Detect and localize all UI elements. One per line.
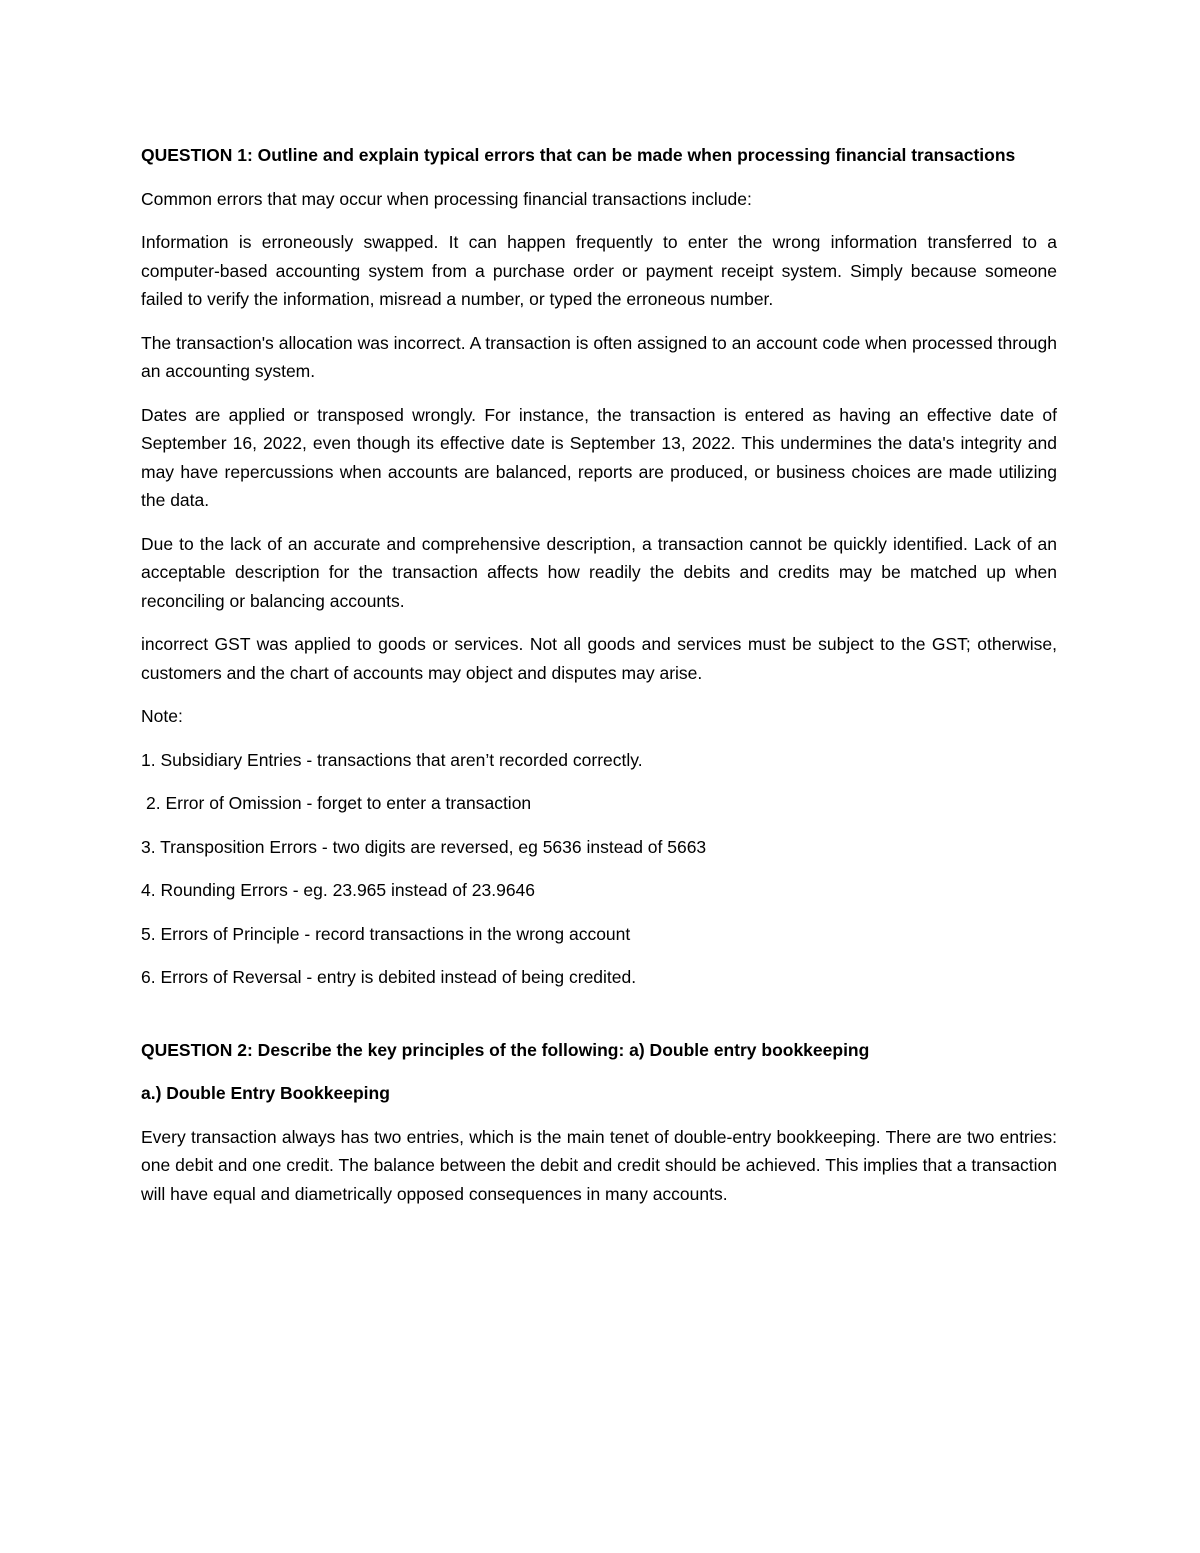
- note-item: 6. Errors of Reversal - entry is debited instead of being credited.: [141, 967, 637, 987]
- paragraph-double-entry: Every transaction always has two entries, which is the main tenet of double-entry bookkeeping. There are two entries: one debit and one credit. The balance between the debit and credit should be achieved. This implies that a transaction will have equal and diametrically opposed consequences in many accounts.: [141, 1126, 1057, 1204]
- paragraph-dates-wrong: Dates are applied or transposed wrongly. For instance, the transaction is entered as having an effective date of September 16, 2022, even though its effective date is September 13, 2022. This undermines the data's integrity and may have repercussions when accounts are balanced, reports are produced, or business choices are made utilizing the data.: [141, 404, 1057, 510]
- section-spacer: [141, 1007, 1057, 1036]
- note-item: 1. Subsidiary Entries - transactions that aren’t recorded correctly.: [141, 749, 643, 770]
- note-item: 3. Transposition Errors - two digits are reversed, eg 5636 instead of 5663: [141, 836, 707, 857]
- question-1-heading: QUESTION 1: Outline and explain typical errors that can be made when processing financial transactions: [141, 145, 1016, 165]
- paragraph-allocation-incorrect: The transaction's allocation was incorrect. A transaction is often assigned to an account code when processed through an accounting system.: [141, 332, 1057, 381]
- question-2-heading: QUESTION 2: Describe the key principles of the following: a) Double entry bookkeeping: [141, 1039, 870, 1060]
- question-1-intro: Common errors that may occur when processing financial transactions include:: [141, 188, 752, 209]
- notes-list: [141, 746, 1057, 992]
- document-page: [141, 141, 1057, 1223]
- paragraph-incorrect-gst: incorrect GST was applied to goods or services. Not all goods and services must be subject to the GST; otherwise, customers and the chart of accounts may object and disputes may arise.: [141, 634, 1057, 683]
- note-item: 5. Errors of Principle - record transactions in the wrong account: [141, 923, 631, 944]
- paragraph-information-swapped: Information is erroneously swapped. It can happen frequently to enter the wrong information transferred to a computer-based accounting system from a purchase order or payment receipt system. Simply because someone failed to verify the information, misread a number, or typed the erroneous number.: [141, 232, 1057, 309]
- note-item: 2. Error of Omission - forget to enter a transaction: [146, 793, 532, 813]
- paragraph-description-lacking: Due to the lack of an accurate and comprehensive description, a transaction cannot be quickly identified. Lack of an acceptable description for the transaction affects how readily the debits and credits may be matched up when reconciling or balancing accounts.: [141, 533, 1057, 611]
- question-2-subheading: a.) Double Entry Bookkeeping: [141, 1083, 390, 1103]
- note-label: Note:: [141, 706, 183, 726]
- note-item: 4. Rounding Errors - eg. 23.965 instead of 23.9646: [141, 880, 536, 900]
